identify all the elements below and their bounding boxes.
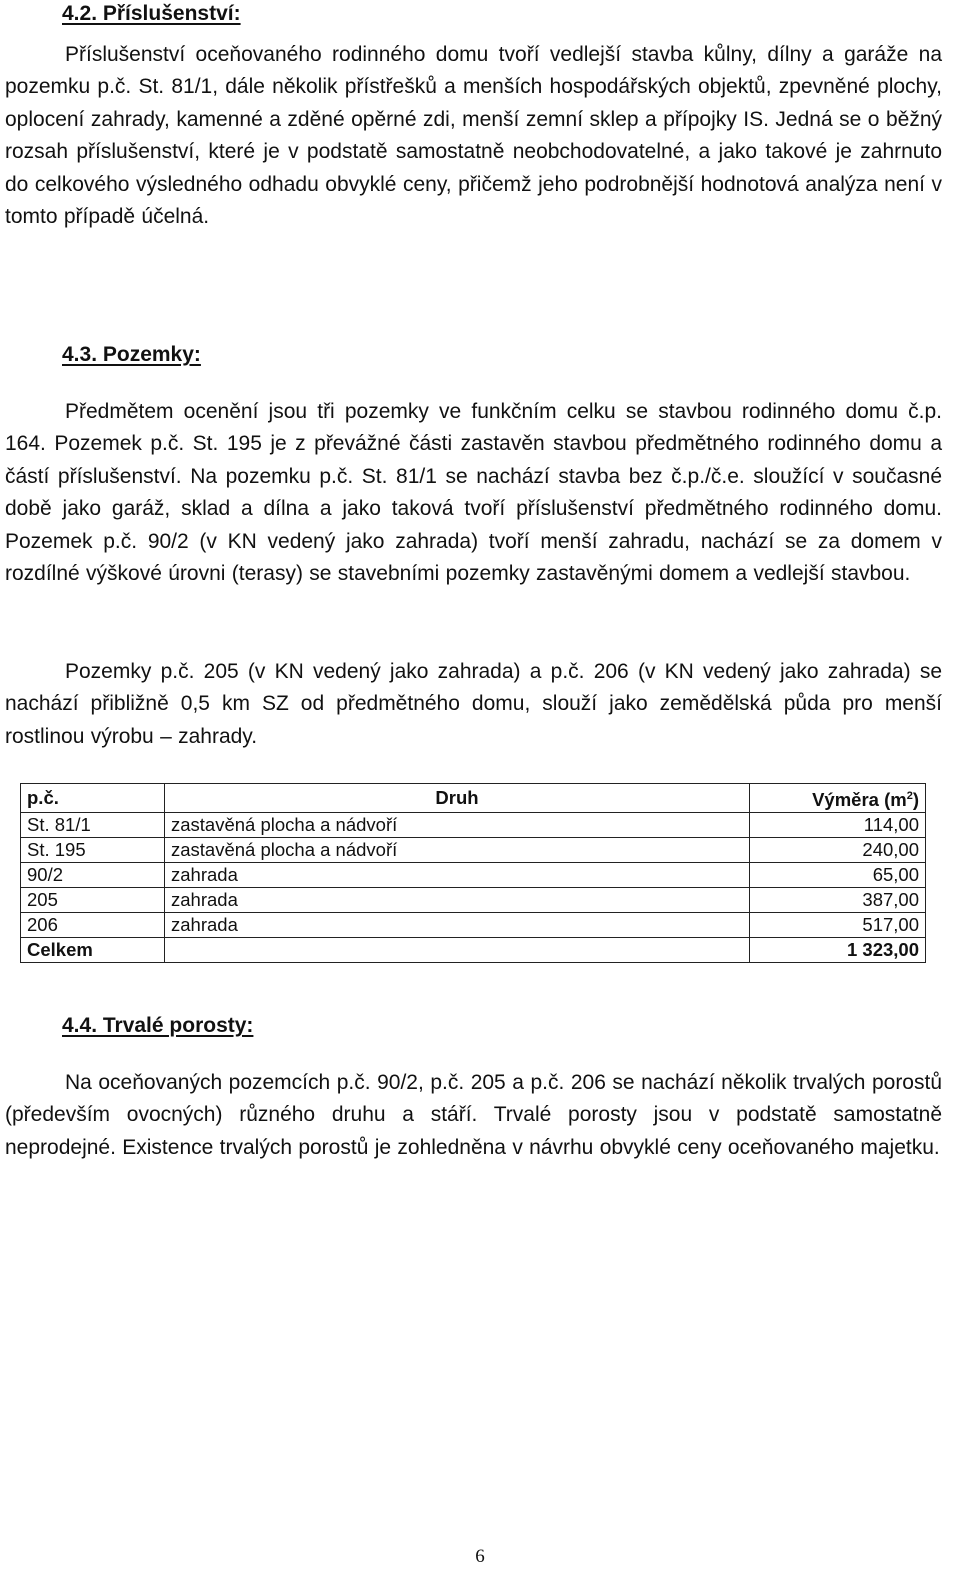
header-type: Druh <box>165 784 750 813</box>
cell-type: zahrada <box>165 863 750 888</box>
cell-area: 387,00 <box>750 888 926 913</box>
cell-parcel: St. 81/1 <box>21 813 165 838</box>
total-label: Celkem <box>21 938 165 963</box>
section-heading-accessories: 4.2. Příslušenství: <box>62 2 241 25</box>
page-number: 6 <box>475 1546 485 1567</box>
land-table <box>20 783 926 963</box>
cell-type: zastavěná plocha a nádvoří <box>165 813 750 838</box>
cell-area: 114,00 <box>750 813 926 838</box>
cell-parcel: St. 195 <box>21 838 165 863</box>
table-total-row <box>21 938 926 963</box>
paragraph-land-1: Předmětem ocenění jsou tři pozemky ve funkčním celku se stavbou rodinného domu č.p. 164. Pozemek p.č. St. 195 je z převážné části zastavěn stavbou předmětného rodinného domu a částí příslušenství. Na pozemku p.č. St. 81/1 se nachází stavba bez č.p./č.e. sloužící v současné době jako garáž, sklad a dílna a jako taková tvoří příslušenství předmětného rodinného domu. Pozemek p.č. 90/2 (v KN vedený jako zahrada) tvoří menší zahradu, nachází se za domem v rozdílné výškové úrovni (terasy) se stavebními pozemky zastavěnými domem a vedlejší stavbou. <box>5 400 942 586</box>
table-row <box>21 863 926 888</box>
cell-parcel: 206 <box>21 913 165 938</box>
total-empty-cell <box>165 938 750 963</box>
table-row <box>21 888 926 913</box>
paragraph-growth: Na oceňovaných pozemcích p.č. 90/2, p.č. 205 a p.č. 206 se nachází několik trvalých porostů (především ovocných) různého druhu a stáří. Trvalé porosty jsou v podstatě samostatně neprodejné. Existence trvalých porostů je zohledněna v návrhu obvyklé ceny oceňovaného majetku. <box>5 1071 942 1159</box>
section-heading-land: 4.3. Pozemky: <box>62 343 201 366</box>
paragraph-accessories: Příslušenství oceňovaného rodinného domu tvoří vedlejší stavba kůlny, dílny a garáže na pozemku p.č. St. 81/1, dále několik přístřešků a menších hospodářských objektů, zpevněné plochy, oplocení zahrady, kamenné a zděné opěrné zdi, menší zemní sklep a přípojky IS. Jedná se o běžný rozsah příslušenství, které je v podstatě samostatně neobchodovatelné, a jako takové je zahrnuto do celkového výsledného odhadu obvyklé ceny, přičemž jeho podrobnější hodnotová analýza není v tomto případě účelná. <box>5 43 942 229</box>
total-area: 1 323,00 <box>750 938 926 963</box>
section-heading-growth: 4.4. Trvalé porosty: <box>62 1014 254 1037</box>
cell-parcel: 90/2 <box>21 863 165 888</box>
cell-type: zahrada <box>165 913 750 938</box>
header-area-close: ) <box>912 789 919 811</box>
cell-parcel: 205 <box>21 888 165 913</box>
cell-area: 517,00 <box>750 913 926 938</box>
cell-area: 240,00 <box>750 838 926 863</box>
table-row <box>21 913 926 938</box>
table-header-row <box>21 784 926 813</box>
cell-type: zahrada <box>165 888 750 913</box>
cell-type: zastavěná plocha a nádvoří <box>165 838 750 863</box>
table-row <box>21 838 926 863</box>
table-row <box>21 813 926 838</box>
header-area <box>750 784 926 813</box>
paragraph-land-2: Pozemky p.č. 205 (v KN vedený jako zahrada) a p.č. 206 (v KN vedený jako zahrada) se nachází přibližně 0,5 km SZ od předmětného domu, slouží jako zemědělská půda pro menší rostlinou výrobu – zahrady. <box>5 660 942 748</box>
header-area-unit-sup: 2 <box>906 790 913 802</box>
cell-area: 65,00 <box>750 863 926 888</box>
header-parcel: p.č. <box>21 784 165 813</box>
header-area-label: Výměra (m <box>812 789 907 811</box>
